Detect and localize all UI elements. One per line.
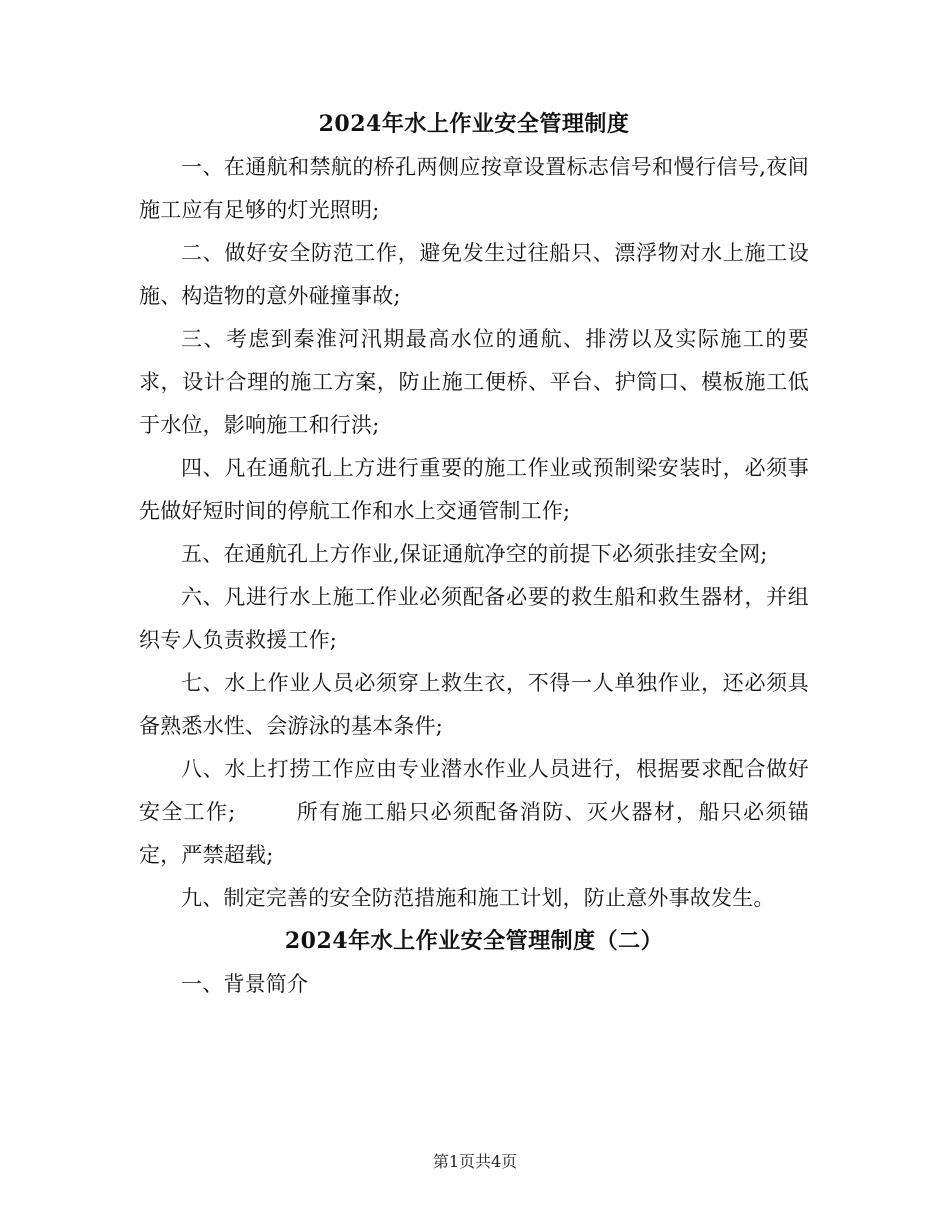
document-title-2: 2024年水上作业安全管理制度（二） xyxy=(284,928,664,954)
document-title: 2024年水上作业安全管理制度 xyxy=(318,111,630,137)
paragraph-7: 七、水上作业人员必须穿上救生衣，不得一人单独作业，还必须具备熟悉水性、会游泳的基本条件; xyxy=(139,671,809,738)
paragraph-8-part-2: 所有施工船只必须配备消防、灭火器材，船只必须锚定，严禁超载; xyxy=(139,800,809,867)
paragraph-1: 一、在通航和禁航的桥孔两侧应按章设置标志信号和慢行信号,夜间施工应有足够的灯光照明; xyxy=(139,155,809,222)
paragraph-9: 九、制定完善的安全防范措施和施工计划，防止意外事故发生。 xyxy=(181,886,775,910)
paragraph-4: 四、凡在通航孔上方进行重要的施工作业或预制梁安装时，必须事先做好短时间的停航工作和水上交通管制工作; xyxy=(139,456,809,523)
paragraph-3: 三、考虑到秦淮河汛期最高水位的通航、排涝以及实际施工的要求，设计合理的施工方案，防止施工便桥、平台、护筒口、模板施工低于水位，影响施工和行洪; xyxy=(139,327,809,437)
paragraph-5: 五、在通航孔上方作业,保证通航净空的前提下必须张挂安全网; xyxy=(181,542,768,566)
section-heading-1: 一、背景简介 xyxy=(181,972,309,996)
paragraph-8 xyxy=(139,748,809,877)
paragraph-2: 二、做好安全防范工作，避免发生过往船只、漂浮物对水上施工设施、构造物的意外碰撞事故; xyxy=(139,241,809,308)
document-body xyxy=(139,103,809,1006)
paragraph-8-part-1: 八、水上打捞工作应由专业潜水作业人员进行，根据要求配合做好安全工作; xyxy=(139,757,809,824)
paragraph-6: 六、凡进行水上施工作业必须配备必要的救生船和救生器材，并组织专人负责救援工作; xyxy=(139,585,809,652)
page-indicator: 第1页共4页 xyxy=(432,1152,518,1171)
